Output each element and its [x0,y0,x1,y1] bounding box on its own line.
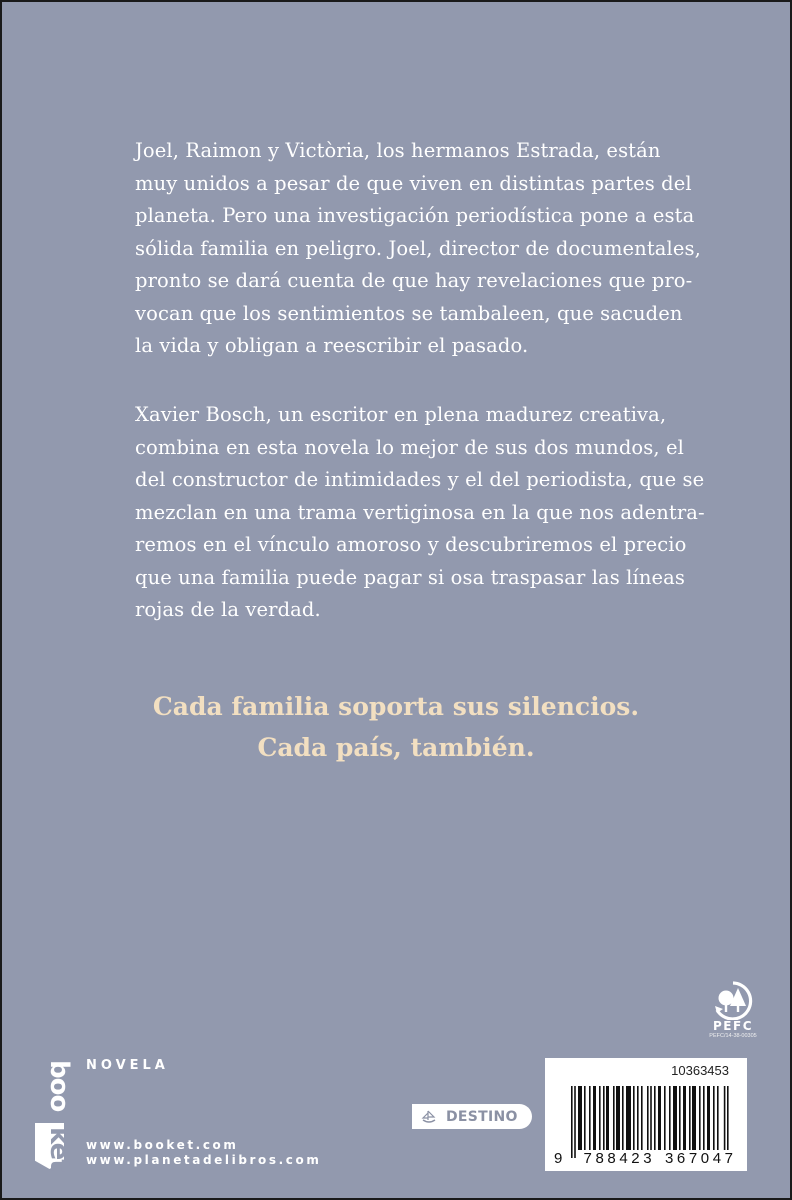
blurb-line: vocan que los sentimientos se tambaleen, que sacuden [135,301,683,325]
url-planetadelibros: www.planetadelibros.com [86,1153,322,1167]
destino-imprint-badge [412,1104,532,1129]
blurb-line: Joel, Raimon y Victòria, los hermanos Estrada, están [135,139,661,162]
blurb-line: planeta. Pero una investigación periodística pone a esta [135,204,695,227]
isbn-group-2: 367047 [664,1150,737,1167]
blurb-line: que una familia puede pagar si osa traspasar las líneas [135,565,685,589]
barcode-bars-icon [571,1086,729,1158]
isbn-group-1: 788423 [583,1150,656,1167]
booket-logo-text-bottom: ket [44,1127,74,1171]
blurb-line: la vida y obligan a reescribir el pasado. [135,334,529,357]
pefc-trees-icon [709,980,757,1020]
blurb-paragraph-1 [135,135,701,363]
tagline [2,686,790,768]
blurb-line: remos en el vínculo amoroso y descubriremos el precio [135,533,687,556]
blurb-line: pronto se dará cuenta de que hay revelaciones que pro- [135,269,693,292]
url-booket: www.booket.com [86,1138,239,1152]
booket-logo [34,1060,74,1174]
blurb-line: sólida familia en peligro. Joel, director de documentales, [135,236,701,260]
pefc-code: PEFC/14-38-00305 [709,1033,757,1039]
isbn-number [553,1150,738,1167]
blurb-line: muy unidos a pesar de que viven en distintas partes del [135,171,692,195]
destino-ship-icon [420,1109,438,1125]
isbn-prefix: 9 [554,1150,566,1167]
blurb-line: mezclan en una trama vertiginosa en la que nos adentra- [135,500,705,524]
blurb-paragraph-2 [135,399,705,627]
pefc-label: PEFC [713,1019,753,1033]
internal-code: 10363453 [671,1063,729,1078]
isbn-barcode [545,1058,747,1171]
booket-logo-text-top: boo [44,1060,74,1112]
blurb-line: del constructor de intimidades y el del periodista, que se [135,468,705,491]
blurb-line: Xavier Bosch, un escritor en plena madurez creativa, [135,403,667,426]
pefc-certification [695,980,771,1046]
blurb-line: rojas de la verdad. [135,598,321,621]
destino-label: DESTINO [446,1108,518,1125]
tagline-line-2: Cada país, también. [257,733,535,762]
blurb-line: combina en esta novela lo mejor de sus dos mundos, el [135,435,684,459]
tagline-line-1: Cada familia soporta sus silencios. [152,692,640,721]
genre-label: NOVELA [86,1058,169,1073]
publisher-urls [86,1138,321,1168]
